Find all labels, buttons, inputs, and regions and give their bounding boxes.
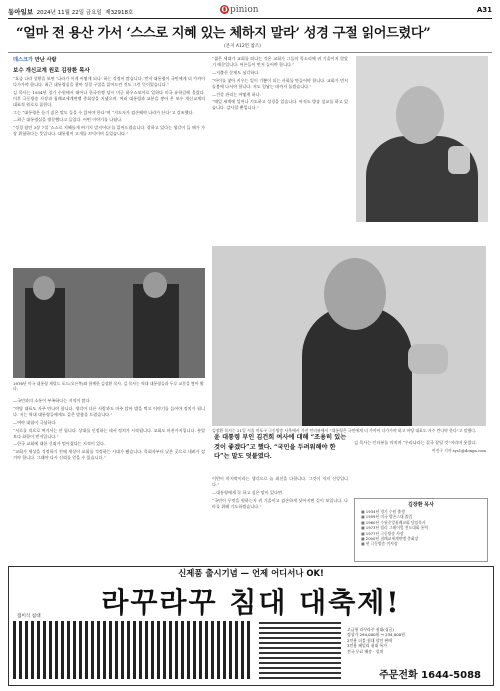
body-column-1-lower bbox=[13, 398, 205, 560]
historical-photo bbox=[13, 268, 205, 378]
interview-subject: 보수 개신교계 원로 김장환 목사 bbox=[13, 68, 90, 74]
paragraph: “젊은 세대가 교회를 떠나는 것은 교회가 그들의 목소리에 귀 기울이지 않았기 때문입니다. 어른들이 먼저 들어야 합니다.” bbox=[212, 56, 348, 67]
ad-price-line: 2인용 더블 침대 할인 판매 bbox=[347, 637, 393, 643]
paragraph: “요즘 나라 상황을 보면 ‘나라가 이게 어떻게 되나’ 하는 걱정이 많습니다. 먼저 대통령이 국민에게 더 가까이 다가가야 합니다. 최근 대통령실을 찾아 성경 구절을 읽어드린 것도 그런 뜻이었습니다.” bbox=[13, 76, 205, 87]
page-number: A31 bbox=[476, 6, 492, 14]
paragraph: “성경 잠언 3장 7절 ‘스스로 지혜롭게 여기지 말지어다’를 읽어드렸습니다. 잘하고 있다는 생각이 들 때가 가장 위험하다는 뜻입니다. 대통령이 고개를 끄덕이며 들었습니다.” bbox=[13, 125, 205, 137]
paragraph: —저출산 문제도 심각하다. bbox=[212, 69, 260, 75]
profile-item: ■ 현 극동방송 이사장 bbox=[361, 541, 487, 546]
paragraph: “매일 새벽에 일어나 기도하고 성경을 읽습니다. 아직도 방송 설교를 하고 있습니다. 감사할 뿐입니다.” bbox=[212, 99, 348, 111]
paragraph: 김 목사는 인터뷰를 마치며 “우리나라는 결국 잘될 것”이라며 웃었다. bbox=[354, 440, 477, 445]
headline-rule bbox=[8, 52, 492, 53]
historical-photo-caption: 1976년 미국 대통령 제럴드 포드(오른쪽)와 함께한 김장환 목사. 김 목사는 역대 대통령들과 두루 교분을 쌓아 왔다. bbox=[13, 381, 204, 391]
paragraph: 이번이 마지막이라는 생각으로 늘 최선을 다합니다. 그것이 저의 신앙입니다.” bbox=[212, 476, 348, 487]
advertisement[interactable] bbox=[8, 566, 494, 686]
ad-price-line: 3인용 패밀리 침대 특가 bbox=[347, 643, 388, 649]
ad-product-image bbox=[13, 621, 253, 679]
ad-price-line: 고급형 라꾸라꾸 침대(싱글) bbox=[347, 627, 394, 632]
interview-photo-caption: 김장환 목사는 21일 서울 마포구 극동방송 사옥에서 가진 인터뷰에서 “대통령은 국민에게 더 가까이 다가가야 하고 야당 대표도 자주 만나야 한다”고 말했다. bbox=[212, 428, 477, 433]
profile-item: ■ 1977년 극동방송 사장 bbox=[361, 531, 487, 536]
ad-top-line: 신제품 출시기념 — 언제 어디서나 OK! bbox=[178, 568, 324, 578]
profile-box-title: 김장환 목사 bbox=[408, 502, 434, 508]
body-column-2 bbox=[212, 56, 348, 242]
headline-credit: (본지 A12면 참조) bbox=[224, 44, 261, 49]
section-letter: O bbox=[221, 5, 228, 14]
paragraph: “야당 대표도 자주 만나야 합니다. 생각이 다른 사람과도 마주 앉아 밥을 먹고 이야기를 들어야 정치가 됩니다. 저는 역대 대통령들에게도 같은 말씀을 드렸습니다.” bbox=[13, 405, 205, 417]
profile-item: ■ 1960년 수원중앙침례교회 담임목사 bbox=[361, 520, 487, 525]
portrait-photo bbox=[356, 56, 488, 222]
body-column-1 bbox=[13, 76, 205, 262]
column-tag-title: 만난 사람 bbox=[34, 57, 57, 63]
paragraph: “아이를 낳아 키우는 일이 기쁨이 되는 사회를 만들어야 합니다. 교회가 먼저 돌봄에 나서야 합니다. 저도 힘닿는 데까지 돕겠습니다.” bbox=[212, 77, 348, 89]
masthead-info bbox=[8, 7, 133, 16]
masthead bbox=[8, 4, 492, 18]
issue-date: 2024년 11월 22일 금요일 bbox=[36, 10, 102, 16]
issue-number: 제32918호 bbox=[105, 10, 134, 16]
profile-item: ■ 1934년 경기 수원 출생 bbox=[361, 509, 487, 514]
paragraph: —건강 관리는 어떻게 하나. bbox=[212, 91, 261, 97]
ad-headline: 라꾸라꾸 침대 대축제! bbox=[101, 586, 401, 619]
profile-list bbox=[361, 509, 487, 547]
paper-name: 동아일보 bbox=[8, 8, 34, 16]
profile-item: ■ 1973년 빌리 그레이엄 전도대회 통역 bbox=[361, 525, 487, 530]
photo-figure-right bbox=[133, 284, 179, 378]
portrait-face bbox=[396, 86, 444, 144]
photo-figure-left bbox=[25, 288, 65, 378]
paragraph: “국민이 무엇을 원하는지 귀 기울이고 겸손하게 낮아지면 길이 보입니다. 나라를 위해 기도하겠습니다.” bbox=[212, 497, 348, 509]
paragraph: —최근 대통령실을 방문했다고 들었다. 어떤 이야기를 나눴나. bbox=[13, 117, 123, 123]
paragraph: “서로를 적으로 여겨서는 안 됩니다. 상대를 인정하는 데서 정치가 시작됩니다. 교회도 마찬가지입니다. 분열보다 화합이 먼저입니다.” bbox=[13, 427, 205, 439]
interview-photo bbox=[212, 246, 486, 426]
ad-phone-number[interactable]: 주문전화 1644-5088 bbox=[379, 670, 481, 681]
reporter-byline: 이진구 기자 sys1@donga.com bbox=[431, 447, 486, 453]
ad-price-line: 전국 무료 배송 · 설치 bbox=[347, 648, 384, 654]
body-column-2-lower bbox=[212, 476, 348, 560]
ad-price-line: 정상가 294,000원 → 234,000원 bbox=[347, 632, 405, 638]
column-tag bbox=[13, 56, 57, 63]
ad-price-list bbox=[347, 627, 487, 654]
photo-face bbox=[143, 272, 167, 298]
body-column-3 bbox=[354, 440, 486, 494]
paragraph: 김 목사는 1934년 경기 수원에서 태어나 한국전쟁 당시 미군 하우스보이로 일하다 미국 유학길에 올랐다. 이후 극동방송 사장과 침례교세계연맹 총회장을 지냈으며, 여러 대통령과 교분을 쌓아 온 보수 개신교계의 대표적 원로로 꼽힌다. bbox=[13, 89, 205, 107]
paragraph: —국민과의 소통이 부족하다는 지적이 많다. bbox=[13, 398, 91, 403]
section-label bbox=[220, 5, 259, 15]
interview-face bbox=[324, 258, 386, 330]
ad-product-image-2 bbox=[259, 621, 341, 679]
column-tag-prefix: 데스크가 bbox=[13, 57, 34, 63]
ad-product-label: 접이식 침대 bbox=[17, 614, 41, 619]
interview-hand bbox=[408, 344, 448, 374]
masthead-rule bbox=[8, 18, 492, 19]
pull-quote: 윤 대통령 부인 김건희 여사에 대해 “조용히 있는 것이 좋겠다”고 했다. “국민을 두려워해야 한다”는 말도 덧붙였다. bbox=[214, 434, 347, 461]
profile-item: ■ 2000년 침례교세계연맹 총회장 bbox=[361, 536, 487, 541]
section-name: pinion bbox=[230, 5, 259, 15]
portrait-hand bbox=[448, 146, 470, 174]
profile-item: ■ 1959년 미국 밥존스대 졸업 bbox=[361, 514, 487, 519]
paragraph: —한국 교회에 대한 신뢰가 떨어졌다는 지적이 있다. bbox=[13, 441, 106, 447]
paragraph: —대통령에게 꼭 하고 싶은 말이 있다면. bbox=[212, 489, 284, 495]
profile-box bbox=[354, 498, 488, 562]
paragraph: 그는 “대통령은 듣기 싫은 말도 들을 수 있어야 한다”며 “지도자가 겸손해야 나라가 산다”고 강조했다. bbox=[13, 109, 194, 115]
photo-face bbox=[33, 276, 55, 300]
paragraph: —여야 대립이 극심하다. bbox=[13, 419, 57, 425]
headline: “얼마 전 용산 가서 ‘스스로 지혜 있는 체하지 말라’ 성경 구절 읽어드렸다” bbox=[16, 26, 431, 41]
paragraph: “교회가 세상을 걱정하기 전에 세상이 교회를 걱정하는 시대가 됐습니다. 목회자부터 낮은 곳으로 내려가 섬겨야 합니다. 그래야 다시 신뢰를 얻을 수 있습니다.” bbox=[13, 449, 205, 461]
